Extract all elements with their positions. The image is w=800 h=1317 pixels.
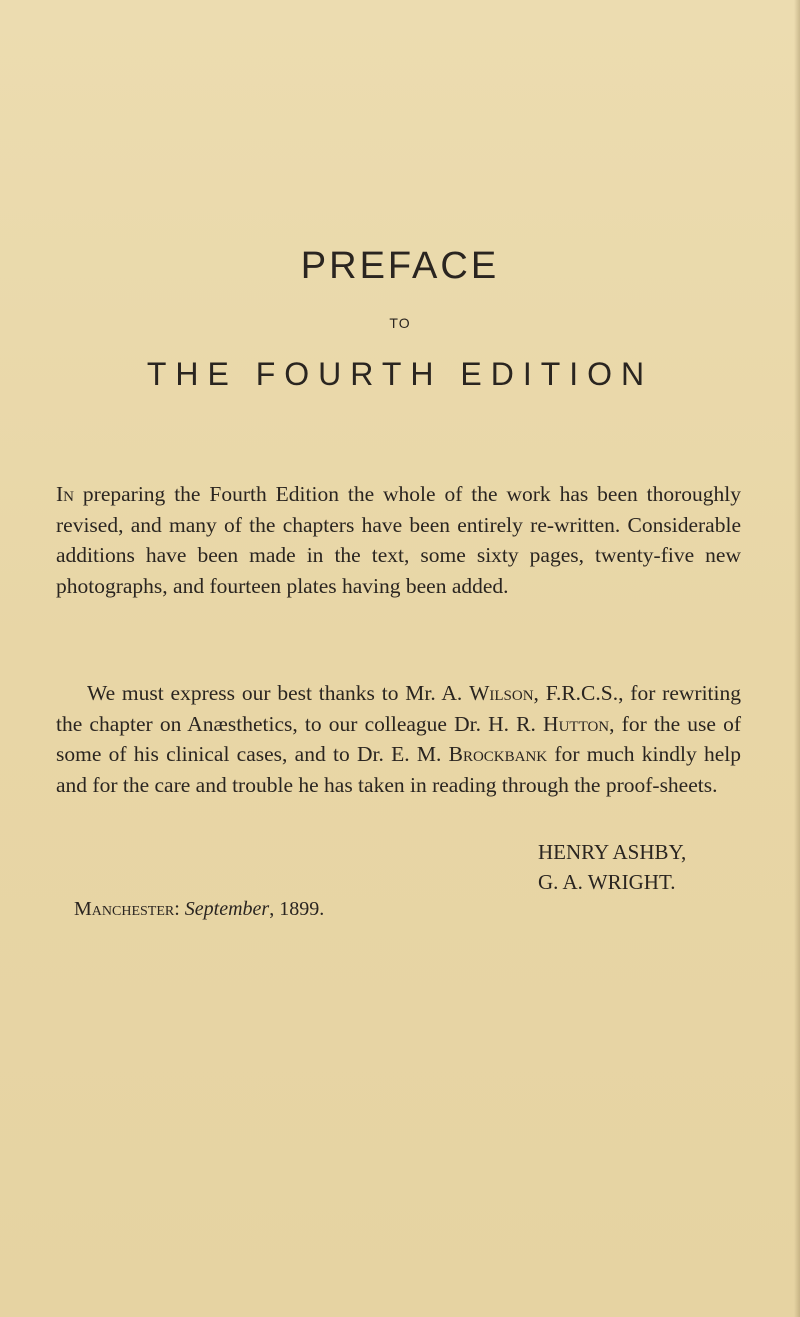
paragraph-lead-word: In — [56, 482, 74, 506]
paragraph-text: We must express our best thanks to Mr. A. — [87, 681, 463, 705]
author-name: G. A. WRIGHT. — [538, 870, 676, 894]
paragraph-text: for much kindly help and for the care and trouble he has taken in reading through the proof-sheets. — [56, 742, 741, 797]
preface-paragraph-2 — [56, 678, 741, 800]
title-connector: TO — [389, 315, 411, 331]
person-name: Hutton — [543, 711, 610, 736]
place-name: Manchester: — [74, 898, 180, 920]
page-subtitle: THE FOURTH EDITION — [146, 356, 654, 392]
page-title: PREFACE — [300, 245, 500, 287]
date-year: , 1899. — [269, 898, 325, 920]
paragraph-text: , F.R.C.S., for rewriting the chapter on Anæsthetics, to our colleague Dr. H. R. — [56, 681, 741, 736]
page-edge — [794, 0, 800, 1317]
preface-paragraph-1 — [56, 479, 741, 601]
paragraph-text: , for the use of some of his clinical cases, and to Dr. E. M. — [56, 711, 742, 766]
author-signature — [538, 837, 686, 897]
person-name: Wilson — [469, 681, 534, 705]
date-month: September — [184, 898, 270, 920]
person-name: Brockbank — [448, 742, 548, 766]
author-name: HENRY ASHBY, — [538, 840, 687, 864]
paragraph-text: preparing the Fourth Edition the whole of the work has been thoroughly revised, and many of the chapters have been entirely re-written. Considerable additions have been made in the text, some sixty pages, twenty-five new photographs, and fourteen plates having been added. — [56, 482, 742, 598]
place-date-line — [74, 898, 324, 921]
